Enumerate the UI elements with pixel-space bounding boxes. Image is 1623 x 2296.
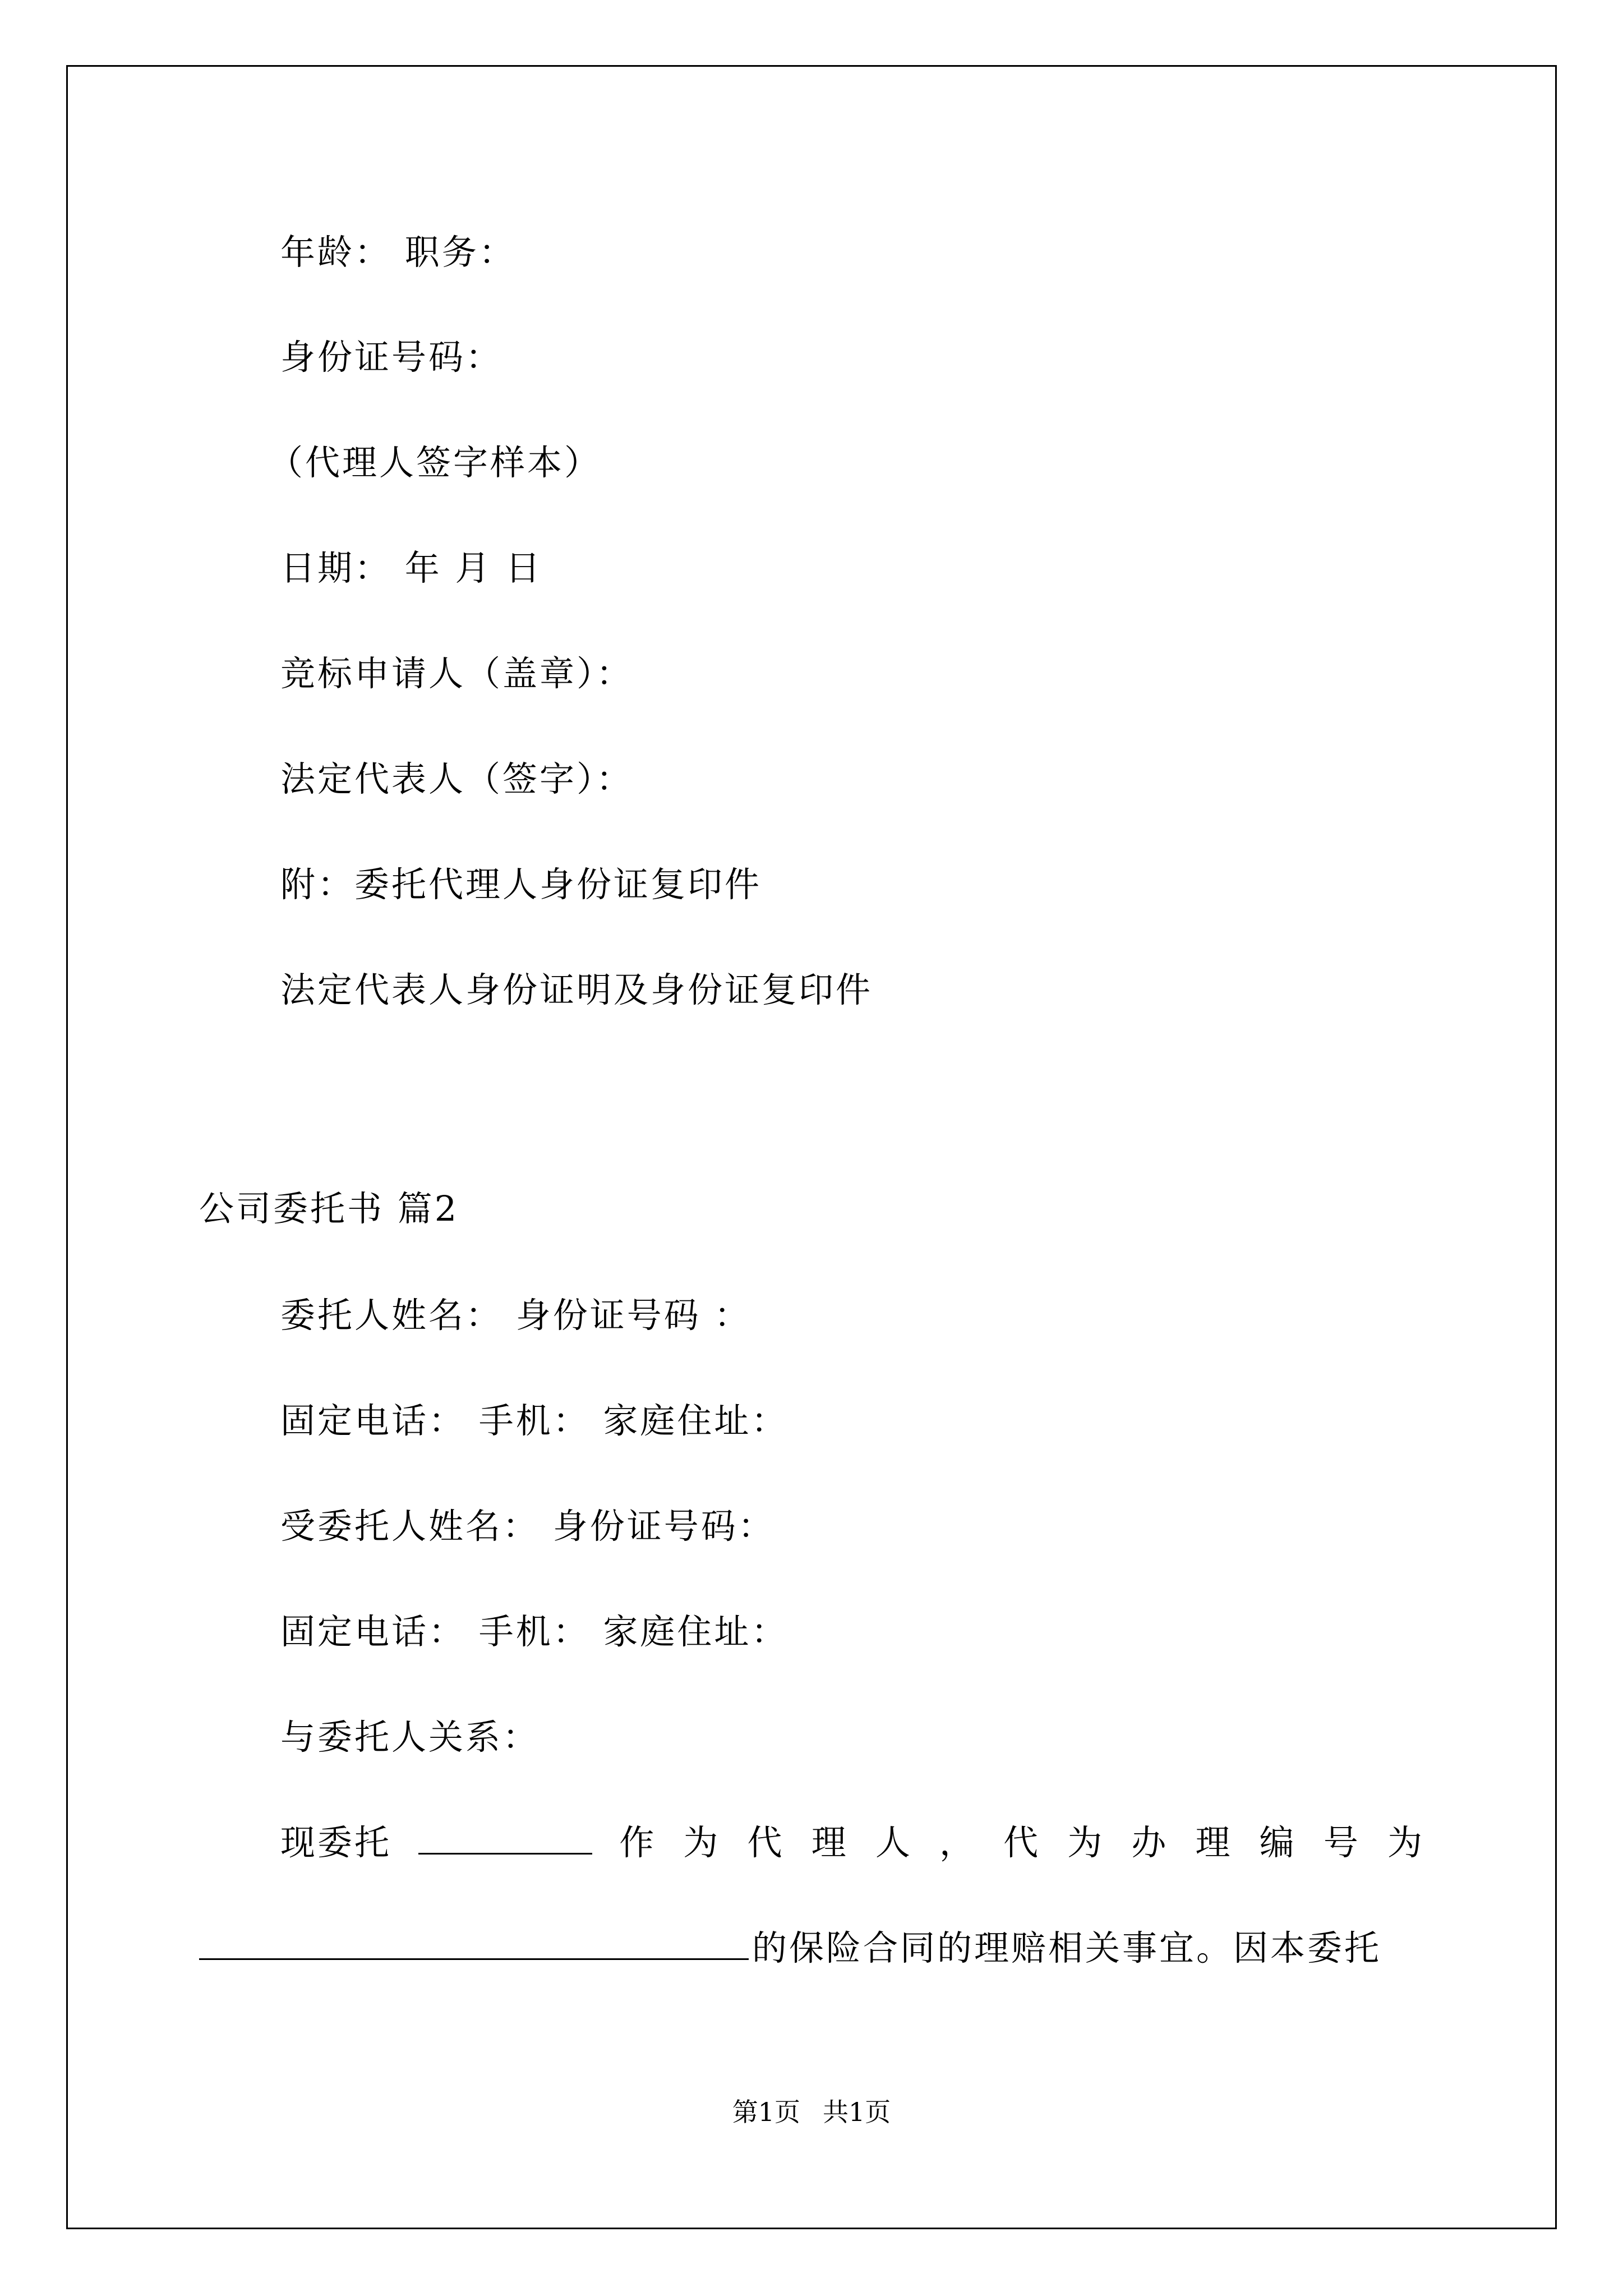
text-line-signature-sample: （代理人签字样本） [268,442,602,483]
policy-number-blank [199,1930,749,1960]
justified-word: 代 [747,1822,785,1863]
text-line-legal-rep-signature: 法定代表人（签字）： [280,758,634,799]
justified-word: 代 [1003,1822,1041,1863]
text-line-policy [199,1926,1381,1971]
entrust-lead: 现委托 [280,1822,392,1863]
justified-word: 为 [1067,1822,1105,1863]
text-line-principal-name: 委托人姓名： 身份证号码 ： [280,1295,751,1336]
justified-word: 理 [1195,1822,1233,1863]
text-line-id-number: 身份证号码： [280,337,503,378]
page-footer [0,2095,1623,2129]
justified-word: 编 [1259,1822,1297,1863]
section-title: 公司委托书 篇2 [199,1188,459,1229]
justified-word: 理 [811,1822,849,1863]
text-line-date: 日期： 年 月 日 [280,547,543,588]
text-line-bidder-seal: 竞标申请人（盖章）： [280,653,634,694]
justified-word: ， [939,1822,976,1863]
page-number: 第1页 [732,2097,800,2127]
justified-word: 号 [1323,1822,1361,1863]
justified-word: 人 [875,1822,912,1863]
text-line-agent-phone: 固定电话： 手机： 家庭住址： [280,1611,789,1652]
text-line-attachment: 附：委托代理人身份证复印件 [280,864,762,905]
agent-name-blank [418,1825,592,1855]
text-line-age-position: 年龄： 职务： [280,232,516,273]
text-line-entrust [280,1820,1424,1865]
text-line-legal-rep-proof: 法定代表人身份证明及身份证复印件 [280,969,873,1010]
justified-word: 为 [1387,1822,1424,1863]
justified-word: 为 [683,1822,721,1863]
page-frame [66,65,1557,2229]
justified-word: 作 [619,1822,657,1863]
justified-word: 办 [1131,1822,1169,1863]
page-total: 共1页 [823,2097,891,2127]
text-line-relationship: 与委托人关系： [280,1717,540,1757]
policy-line-text: 的保险合同的理赔相关事宜。因本委托 [752,1927,1382,1968]
text-line-agent-name: 受委托人姓名： 身份证号码： [280,1506,775,1547]
text-line-principal-phone: 固定电话： 手机： 家庭住址： [280,1400,789,1441]
